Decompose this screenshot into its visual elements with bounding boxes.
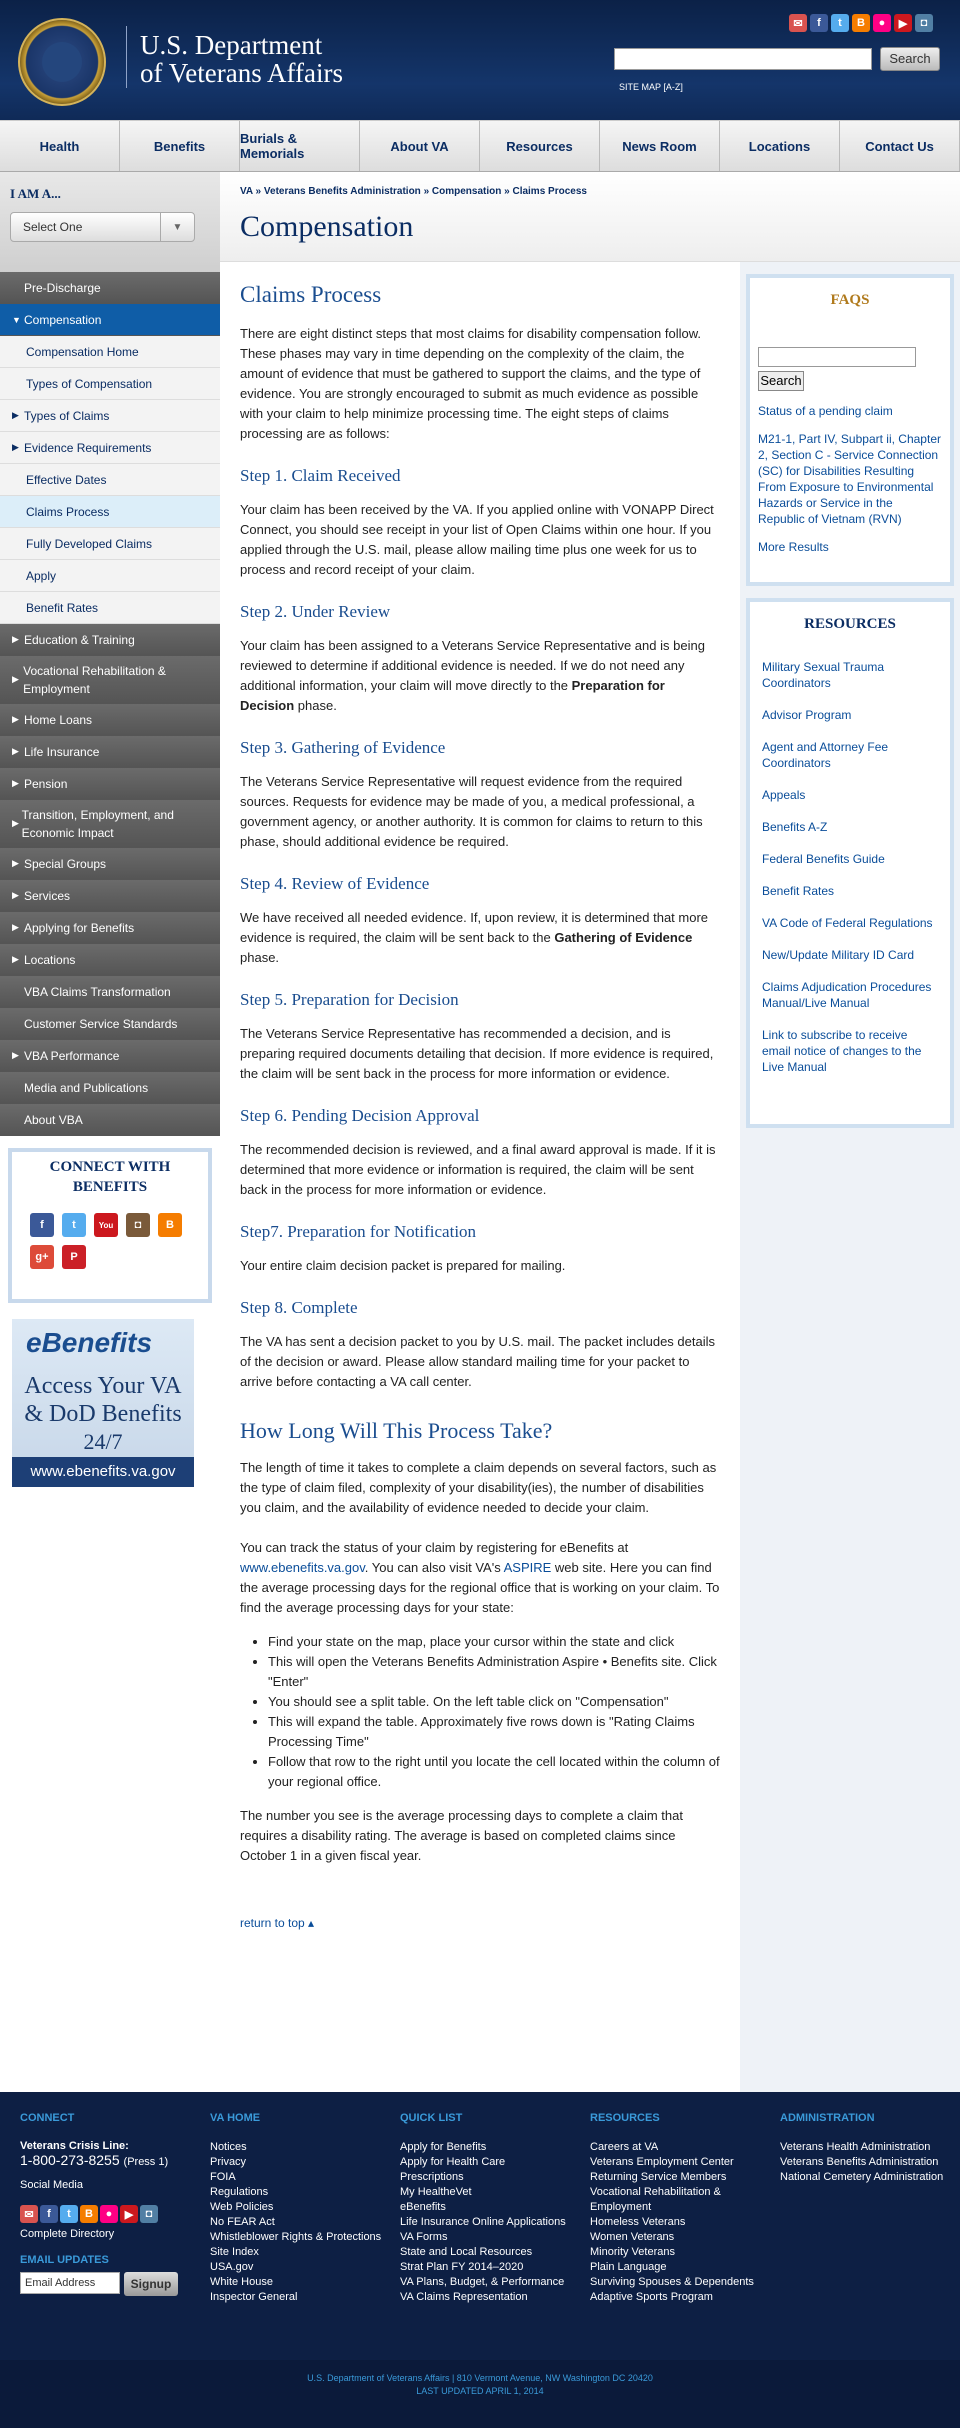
aspire-link[interactable]: ASPIRE xyxy=(503,1560,552,1575)
email-icon[interactable]: ✉ xyxy=(789,14,807,32)
sidebar-item[interactable]: ▶ Education & Training xyxy=(0,624,220,656)
caret-right-icon: ▶ xyxy=(12,817,19,828)
resource-link[interactable]: New/Update Military ID Card xyxy=(762,948,915,962)
caret-right-icon: ▶ xyxy=(12,890,19,900)
sidebar-item[interactable]: ▶ Locations xyxy=(0,944,220,976)
body-text: The length of time it takes to complete a claim depends on several factors, such as the type of claim filed, complexity of your disability(ies), the number of disabilities you claim, and the availability of evidence needed to decide your claim. xyxy=(240,1460,717,1515)
footer-link[interactable]: Plain Language xyxy=(590,2261,667,2273)
twitter-icon[interactable]: t xyxy=(831,14,849,32)
footer-admin-head: ADMINISTRATION xyxy=(780,2112,875,2124)
sidebar-item[interactable]: Fully Developed Claims xyxy=(0,528,220,560)
footer-link[interactable]: Notices xyxy=(210,2141,247,2153)
sidebar-item[interactable]: Benefit Rates xyxy=(0,592,220,624)
footer-link[interactable]: Prescriptions xyxy=(400,2171,464,2183)
crisis-line-label: Veterans Crisis Line: xyxy=(20,2140,129,2152)
ebenefits-banner[interactable] xyxy=(12,1319,194,1487)
address-text: U.S. Department of Veterans Affairs | 810 Vermont Avenue, NW Washington DC 20420 xyxy=(307,2373,653,2383)
last-updated-text: LAST UPDATED APRIL 1, 2014 xyxy=(416,2386,544,2396)
caret-right-icon: ▶ xyxy=(12,714,19,724)
nav-benefits[interactable]: Benefits xyxy=(120,121,240,171)
sidebar-item[interactable]: ▶ Special Groups xyxy=(0,848,220,880)
blogger-icon[interactable]: B xyxy=(852,14,870,32)
footer-link[interactable]: Homeless Veterans xyxy=(590,2216,686,2228)
resource-link[interactable]: Claims Adjudication Procedures Manual/Live Manual xyxy=(762,980,932,1010)
footer-link[interactable]: Vocational Rehabilitation & Employment xyxy=(590,2186,721,2213)
footer-link[interactable]: Veterans Employment Center xyxy=(590,2156,734,2168)
step-heading: Step 3. Gathering of Evidence xyxy=(240,738,446,757)
page-title: Compensation xyxy=(240,210,414,243)
nav-locations[interactable]: Locations xyxy=(720,121,840,171)
chevron-down-icon[interactable]: ▼ xyxy=(160,213,194,241)
list-item: • Find your state on the map, place your cursor within the state and click xyxy=(268,1632,720,1652)
nav-about[interactable]: About VA xyxy=(360,121,480,171)
caret-right-icon: ▶ xyxy=(12,858,19,868)
footer-link[interactable]: VA Plans, Budget, & Performance xyxy=(400,2276,565,2288)
step-text: We have received all needed evidence. If, upon review, it is determined that more evidence is required, the claim will be sent back to the Gathering of Evidence phase. xyxy=(240,910,709,965)
footer-link[interactable]: Site Index xyxy=(210,2246,259,2258)
sidebar-item[interactable]: About VBA xyxy=(0,1104,220,1136)
i-am-a-panel xyxy=(0,172,220,272)
sidebar-item[interactable]: VBA Claims Transformation xyxy=(0,976,220,1008)
faq-link[interactable]: Status of a pending claim xyxy=(758,404,893,418)
sidebar-item[interactable]: Compensation Home xyxy=(0,336,220,368)
footer-link[interactable]: Returning Service Members xyxy=(590,2171,727,2183)
footer-resources-head: RESOURCES xyxy=(590,2112,660,2124)
nav-resources[interactable]: Resources xyxy=(480,121,600,171)
email-updates-head: EMAIL UPDATES xyxy=(20,2254,109,2266)
resource-link[interactable]: Benefit Rates xyxy=(762,884,835,898)
step-text: The VA has sent a decision packet to you by U.S. mail. The packet includes details of the decision or award. Please allow standard mailing time for your packet to arrive before contacting a VA call center. xyxy=(240,1334,716,1389)
sidebar-item[interactable]: ▶ Home Loans xyxy=(0,704,220,736)
step-heading: Step 2. Under Review xyxy=(240,602,391,621)
footer-link[interactable]: Surviving Spouses & Dependents xyxy=(590,2276,754,2288)
caret-right-icon: ▶ xyxy=(12,778,19,788)
footer-link[interactable]: Whistleblower Rights & Protections xyxy=(210,2231,382,2243)
nav-contact[interactable]: Contact Us xyxy=(840,121,960,171)
faq-link[interactable]: M21-1, Part IV, Subpart ii, Chapter 2, Section C - Service Connection (SC) for Disabilities Resulting From Exposure to Environmental Hazards or Service in the Republic of Vietnam (RVN) xyxy=(758,432,941,526)
ebenefits-line3: 24/7 xyxy=(83,1429,123,1454)
sidebar-item-claims-process[interactable]: Claims Process xyxy=(0,496,220,528)
list-item: • This will open the Veterans Benefits Administration Aspire • Benefits site. Click "Enter" xyxy=(268,1652,720,1692)
nav-newsroom[interactable]: News Room xyxy=(600,121,720,171)
step-text: The recommended decision is reviewed, and a final award approval is made. If it is determined that more evidence or information is required, the claim will be sent back in the process for more information or evidence. xyxy=(240,1142,716,1197)
main-nav xyxy=(0,120,960,172)
step-heading: Step 6. Pending Decision Approval xyxy=(240,1106,480,1125)
caret-right-icon: ▶ xyxy=(12,673,19,684)
faqs-search-button[interactable]: Search xyxy=(758,371,804,391)
search-button[interactable]: Search xyxy=(880,47,940,71)
sidebar-item[interactable]: Media and Publications xyxy=(0,1072,220,1104)
site-header xyxy=(0,0,960,120)
sidebar-item[interactable]: Apply xyxy=(0,560,220,592)
step-text: Your entire claim decision packet is prepared for mailing. xyxy=(240,1258,566,1273)
sidebar-item[interactable]: ▶ Life Insurance xyxy=(0,736,220,768)
flickr-icon[interactable]: ● xyxy=(100,2205,118,2223)
instructions-list xyxy=(268,1632,720,1792)
main-content xyxy=(220,262,740,1930)
resources-title: RESOURCES xyxy=(804,616,896,632)
instagram-icon[interactable]: ◘ xyxy=(126,1213,150,1237)
footer-connect-head: CONNECT xyxy=(20,2112,75,2124)
step-heading: Step7. Preparation for Notification xyxy=(240,1222,477,1241)
signup-button[interactable]: Signup xyxy=(124,2272,178,2296)
footer-link[interactable]: Web Policies xyxy=(210,2201,274,2213)
resource-link[interactable]: Appeals xyxy=(762,788,806,802)
sidebar-item-compensation[interactable]: ▼ Compensation xyxy=(0,304,220,336)
nav-health[interactable]: Health xyxy=(0,121,120,171)
sidebar-item[interactable]: Effective Dates xyxy=(0,464,220,496)
faqs-box xyxy=(746,274,954,586)
footer-link[interactable]: VA Forms xyxy=(400,2231,448,2243)
content-heading: Claims Process xyxy=(240,282,382,307)
resources-box xyxy=(746,598,954,1128)
resource-link[interactable]: Military Sexual Trauma Coordinators xyxy=(762,660,885,690)
pinterest-icon[interactable]: P xyxy=(62,1245,86,1269)
i-am-select[interactable]: Select One ▼ xyxy=(10,212,195,242)
sidebar-item[interactable]: ▶ Pension xyxy=(0,768,220,800)
sidebar-item[interactable]: Pre-Discharge xyxy=(0,272,220,304)
twitter-icon[interactable]: t xyxy=(62,1213,86,1237)
footer-link[interactable]: Minority Veterans xyxy=(590,2246,675,2258)
twitter-icon[interactable]: t xyxy=(60,2205,78,2223)
ebenefits-url: www.ebenefits.va.gov xyxy=(12,1457,194,1487)
resource-link[interactable]: Advisor Program xyxy=(762,708,852,722)
breadcrumb[interactable]: VA » Veterans Benefits Administration » Compensation » Claims Process xyxy=(240,186,587,197)
step-heading: Step 1. Claim Received xyxy=(240,466,401,485)
connect-title: CONNECT WITH BENEFITS xyxy=(49,1159,171,1195)
title-bar xyxy=(220,172,960,262)
footer-link[interactable]: FOIA xyxy=(210,2171,236,2183)
step-text: Your claim has been received by the VA. If you applied online with VONAPP Direct Connect, you should see receipt in your list of Open Claims within one hour. If you applied through the U.S. mail, please allow mailing time plus one week for us to process and record receipt of your claim. xyxy=(240,502,714,577)
va-seal-logo[interactable] xyxy=(18,18,106,106)
nav-burials[interactable]: Burials & Memorials xyxy=(240,121,360,171)
right-sidebar xyxy=(740,262,960,2162)
crisis-line-number[interactable]: 1-800-273-8255 (Press 1) xyxy=(20,2152,169,2168)
ebenefits-line1: Access Your VA xyxy=(24,1373,182,1399)
youtube-icon[interactable]: You xyxy=(94,1213,118,1237)
footer-link[interactable]: Strat Plan FY 2014–2020 xyxy=(400,2261,524,2273)
sidebar-item[interactable]: ▶ Types of Claims xyxy=(0,400,220,432)
intro-text: There are eight distinct steps that most claims for disability compensation follow. These phases may vary in time depending on the complexity of the claim, the amount of evidence that must be gathered to support the claims, and the type of evidence. You are strongly encouraged to submit as much evidence as possible with your claim to help minimize processing time. The eight steps of claims processing are as follows: xyxy=(240,326,701,441)
resource-link[interactable]: Benefits A-Z xyxy=(762,820,828,834)
sidebar-item[interactable]: ▶ Services xyxy=(0,880,220,912)
facebook-icon[interactable]: f xyxy=(30,1213,54,1237)
step-text: The Veterans Service Representative will request evidence from the required sources. Requests for evidence may be made of you, a medical professional, a government agency, or another authority. It is common for claims to return to this phase, should additional evidence be required. xyxy=(240,774,703,849)
section-heading: How Long Will This Process Take? xyxy=(240,1418,553,1443)
step-heading: Step 4. Review of Evidence xyxy=(240,874,430,893)
search-input[interactable] xyxy=(614,48,872,70)
footer-link[interactable]: No FEAR Act xyxy=(210,2216,275,2228)
youtube-icon[interactable]: ▶ xyxy=(894,14,912,32)
sidebar-item[interactable]: ▶ Vocational Rehabilitation & Employment xyxy=(0,656,220,704)
footer-link[interactable]: My HealtheVet xyxy=(400,2186,472,2198)
footer-link[interactable]: White House xyxy=(210,2276,273,2288)
dept-title-line1[interactable]: U.S. Department xyxy=(140,30,323,60)
footer-vahome-head: VA HOME xyxy=(210,2112,261,2124)
complete-directory-link[interactable]: Complete Directory xyxy=(20,2228,115,2240)
sidebar-item[interactable]: ▶ Evidence Requirements xyxy=(0,432,220,464)
footer-link[interactable]: VA Claims Representation xyxy=(400,2291,528,2303)
footer-quick-head: QUICK LIST xyxy=(400,2112,463,2124)
sidebar-item[interactable]: Customer Service Standards xyxy=(0,1008,220,1040)
youtube-icon[interactable]: ▶ xyxy=(120,2205,138,2223)
sidebar-item[interactable]: ▶ Applying for Benefits xyxy=(0,912,220,944)
footer-link[interactable]: Privacy xyxy=(210,2156,247,2168)
facebook-icon[interactable]: f xyxy=(810,14,828,32)
sidebar-item[interactable]: Types of Compensation xyxy=(0,368,220,400)
resource-link[interactable]: VA Code of Federal Regulations xyxy=(762,916,933,930)
site-footer xyxy=(0,2092,960,2360)
flickr-icon[interactable]: ● xyxy=(873,14,891,32)
sidebar-item[interactable]: ▶ Transition, Employment, and Economic Impact xyxy=(0,800,220,848)
caret-down-icon: ▼ xyxy=(12,314,21,325)
step-text: The Veterans Service Representative has recommended a decision, and is preparing required documents detailing that decision. If more evidence is required, the claim will be sent back in the process for more information or evidence. xyxy=(240,1026,714,1081)
caret-right-icon: ▶ xyxy=(12,954,19,964)
footer-link[interactable]: Inspector General xyxy=(210,2291,298,2303)
email-input[interactable]: Email Address xyxy=(20,2272,120,2294)
instagram-icon[interactable]: ◘ xyxy=(140,2205,158,2223)
return-to-top-link[interactable]: return to top ▴ xyxy=(240,1916,315,1930)
list-item: • This will expand the table. Approximately five rows down is "Rating Claims Processing Time" xyxy=(268,1712,720,1752)
bottom-bar xyxy=(0,2360,960,2428)
footer-link[interactable]: Life Insurance Online Applications xyxy=(400,2216,566,2228)
connect-with-benefits-box xyxy=(8,1148,212,1303)
i-am-title: I AM A... xyxy=(10,186,61,201)
caret-right-icon: ▶ xyxy=(12,746,19,756)
list-item: • You should see a split table. On the left table click on "Compensation" xyxy=(268,1692,720,1712)
faqs-title: FAQS xyxy=(830,292,870,308)
body-text: The number you see is the average processing days to complete a claim that requires a disability rating. The average is based on completed claims since October 1 in a given fiscal year. xyxy=(240,1808,683,1863)
resource-link[interactable]: Link to subscribe to receive email notice of changes to the Live Manual xyxy=(762,1028,922,1074)
google-plus-icon[interactable]: g+ xyxy=(30,1245,54,1269)
footer-link[interactable]: Careers at VA xyxy=(590,2141,659,2153)
sitemap-link[interactable]: SITE MAP [A-Z] xyxy=(619,82,683,92)
caret-right-icon: ▶ xyxy=(12,634,19,644)
footer-link[interactable]: Veterans Benefits Administration xyxy=(780,2156,939,2168)
caret-right-icon: ▶ xyxy=(12,410,19,420)
footer-link[interactable]: Veterans Health Administration xyxy=(780,2141,931,2153)
footer-vahome-links xyxy=(210,2140,390,2305)
caret-right-icon: ▶ xyxy=(12,922,19,932)
step-text: Your claim has been assigned to a Veterans Service Representative and is being reviewed to determine if additional evidence is needed. If we do not need any additional information, your claim will move directly to the Preparation for Decision phase. xyxy=(240,638,705,713)
sidebar-item[interactable]: ▶ VBA Performance xyxy=(0,1040,220,1072)
footer-link[interactable]: National Cemetery Administration xyxy=(780,2171,944,2183)
instagram-icon[interactable]: ◘ xyxy=(915,14,933,32)
resource-link[interactable]: Federal Benefits Guide xyxy=(762,852,885,866)
step-heading: Step 8. Complete xyxy=(240,1298,358,1317)
faq-more-results[interactable]: More Results xyxy=(758,540,829,554)
caret-right-icon: ▶ xyxy=(12,442,19,452)
left-sidebar xyxy=(0,172,220,1487)
faqs-search-input[interactable] xyxy=(758,347,916,367)
blogger-icon[interactable]: B xyxy=(80,2205,98,2223)
footer-link[interactable]: Adaptive Sports Program xyxy=(590,2291,713,2303)
email-icon[interactable]: ✉ xyxy=(20,2205,38,2223)
footer-link[interactable]: State and Local Resources xyxy=(400,2246,533,2258)
social-icons-top xyxy=(789,14,933,32)
footer-link[interactable]: Regulations xyxy=(210,2186,269,2198)
footer-link[interactable]: Women Veterans xyxy=(590,2231,675,2243)
ebenefits-logo: eBenefits xyxy=(26,1327,153,1358)
resource-link[interactable]: Agent and Attorney Fee Coordinators xyxy=(762,740,889,770)
body-text: You can track the status of your claim by registering for eBenefits at www.ebenefits.va.gov. You can also visit VA's ASPIRE web site. Here you can find the average processing days for the regional office that is working on your claim. To find the average processing days for your state: xyxy=(240,1540,720,1615)
footer-link[interactable]: Apply for Health Care xyxy=(400,2156,506,2168)
step-heading: Step 5. Preparation for Decision xyxy=(240,990,459,1009)
dept-title-line2[interactable]: of Veterans Affairs xyxy=(140,58,343,88)
facebook-icon[interactable]: f xyxy=(40,2205,58,2223)
footer-link[interactable]: Apply for Benefits xyxy=(400,2141,487,2153)
ebenefits-line2: & DoD Benefits xyxy=(24,1401,182,1427)
ebenefits-link[interactable]: www.ebenefits.va.gov xyxy=(240,1560,365,1575)
caret-right-icon: ▶ xyxy=(12,1050,19,1060)
blogger-icon[interactable]: B xyxy=(158,1213,182,1237)
footer-link[interactable]: USA.gov xyxy=(210,2261,254,2273)
list-item: • Follow that row to the right until you locate the cell located within the column of your regional office. xyxy=(268,1752,720,1792)
social-media-label: Social Media xyxy=(20,2179,83,2191)
footer-link[interactable]: eBenefits xyxy=(400,2201,446,2213)
